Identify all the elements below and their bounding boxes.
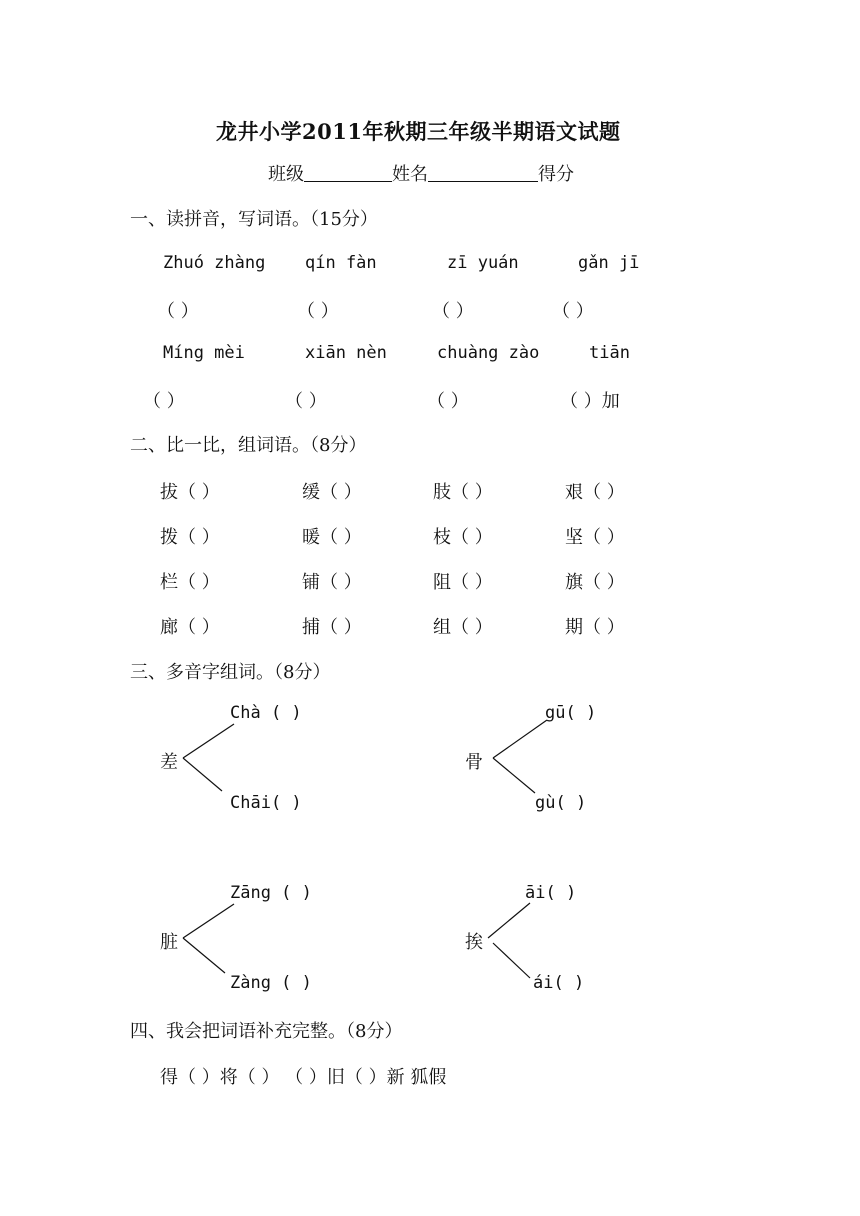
branch-line	[493, 758, 535, 793]
polyphone-reading[interactable]: gū( )	[545, 703, 597, 723]
pinyin-item: gǎn jī	[578, 253, 640, 273]
branch-line	[183, 758, 222, 791]
answer-blank[interactable]: （ ）	[432, 301, 474, 322]
compare-item[interactable]: 缓（ ）	[302, 482, 362, 503]
answer-blank[interactable]: （ ）	[157, 301, 199, 322]
answer-blank[interactable]: （ ）	[427, 391, 469, 412]
pinyin-item: qín fàn	[305, 253, 377, 273]
compare-item[interactable]: 组（ ）	[433, 617, 493, 638]
polyphone-reading[interactable]: Chāi( )	[230, 793, 302, 813]
pinyin-item: Míng mèi	[163, 343, 245, 363]
answer-blank[interactable]: （ ）	[285, 391, 327, 412]
compare-item[interactable]: 肢（ ）	[433, 482, 493, 503]
branch-line	[493, 720, 547, 758]
score-label: 得分	[538, 164, 574, 185]
polyphone-reading[interactable]: Zāng ( )	[230, 883, 312, 903]
polyphone-reading[interactable]: ái( )	[533, 973, 585, 993]
compare-item[interactable]: 旗（ ）	[565, 572, 625, 593]
compare-item[interactable]: 期（ ）	[565, 617, 625, 638]
polyphone-char: 挨	[465, 932, 483, 953]
pinyin-item: zī yuán	[447, 253, 519, 273]
polyphone-char: 脏	[160, 932, 178, 953]
class-label: 班级	[268, 164, 304, 185]
branch-line	[183, 904, 234, 938]
answer-blank[interactable]: （ ）加	[560, 391, 620, 412]
pinyin-item: Zhuó zhàng	[163, 253, 266, 273]
compare-item[interactable]: 栏（ ）	[160, 572, 220, 593]
polyphone-reading[interactable]: Chà ( )	[230, 703, 302, 723]
polyphone-reading[interactable]: Zàng ( )	[230, 973, 312, 993]
compare-item[interactable]: 暖（ ）	[302, 527, 362, 548]
answer-blank[interactable]: （ ）	[143, 391, 185, 412]
section1-heading: 一、读拼音，写词语。（15分）	[130, 209, 378, 230]
compare-item[interactable]: 枝（ ）	[433, 527, 493, 548]
compare-item[interactable]: 阻（ ）	[433, 572, 493, 593]
compare-item[interactable]: 拔（ ）	[160, 482, 220, 503]
polyphone-char: 差	[160, 752, 178, 773]
branch-line	[183, 938, 225, 973]
branch-line	[183, 724, 234, 758]
section4-heading: 四、我会把词语补充完整。（8分）	[130, 1021, 403, 1042]
branch-line	[493, 943, 530, 978]
answer-blank[interactable]: （ ）	[552, 301, 594, 322]
compare-item[interactable]: 廊（ ）	[160, 617, 220, 638]
compare-item[interactable]: 艰（ ）	[565, 482, 625, 503]
answer-blank[interactable]: （ ）	[297, 301, 339, 322]
page-title: 龙井小学2011年秋期三年级半期语文试题	[216, 119, 621, 144]
pinyin-item: xiān nèn	[305, 343, 387, 363]
polyphone-reading[interactable]: āi( )	[525, 883, 577, 903]
compare-item[interactable]: 铺（ ）	[302, 572, 362, 593]
section3-heading: 三、多音字组词。（8分）	[130, 662, 331, 683]
idiom-completion-line[interactable]: 得（ ）将（ ） （ ）旧（ ）新 狐假	[160, 1067, 447, 1088]
polyphone-reading[interactable]: gù( )	[535, 793, 587, 813]
compare-item[interactable]: 捕（ ）	[302, 617, 362, 638]
compare-item[interactable]: 坚（ ）	[565, 527, 625, 548]
name-label: 姓名	[392, 164, 428, 185]
polyphone-char: 骨	[465, 752, 483, 773]
branch-line	[488, 903, 530, 938]
section2-heading: 二、比一比，组词语。（8分）	[130, 435, 367, 456]
compare-item[interactable]: 拨（ ）	[160, 527, 220, 548]
pinyin-item: tiān	[589, 343, 630, 363]
pinyin-item: chuàng zào	[437, 343, 540, 363]
